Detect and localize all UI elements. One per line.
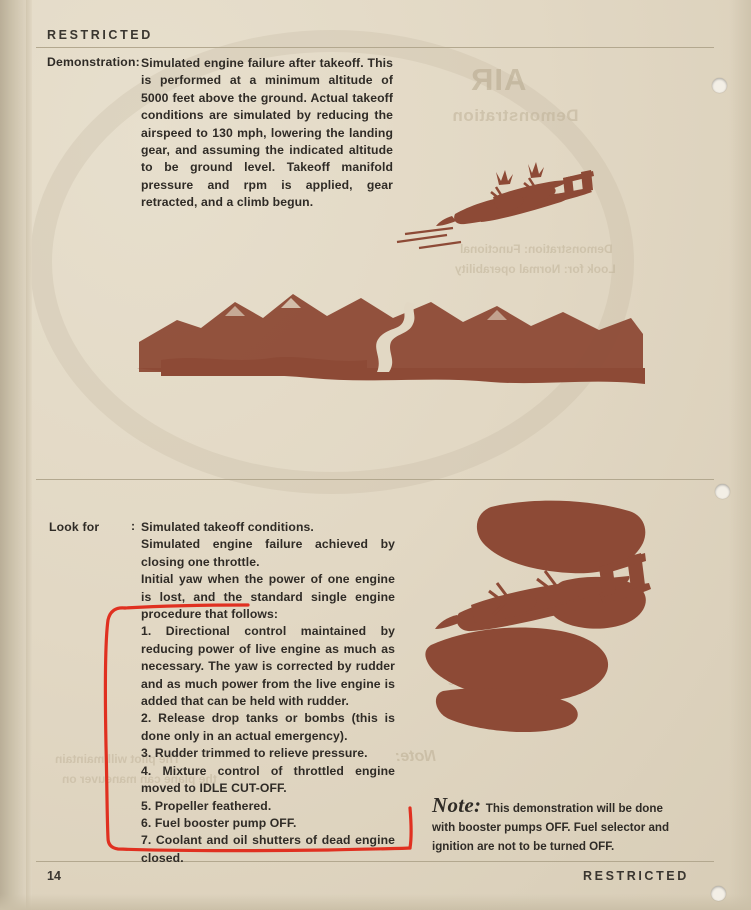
- bleed-through-line-1: Demonstration: Functional: [460, 242, 613, 256]
- plane-top-illustration: [395, 148, 605, 263]
- divider-middle: [36, 479, 714, 480]
- look-for-text: [141, 519, 395, 867]
- punch-hole-bottom: [711, 886, 726, 901]
- note-text: This demonstration will be done with booster pumps OFF. Fuel selector and ignition are not to be turned OFF.: [432, 802, 670, 853]
- look-for-line: 4. Mixture control of throttled engine moved to IDLE CUT-OFF.: [141, 763, 395, 796]
- page-binding-shadow: [26, 0, 32, 910]
- look-for-line: 3. Rudder trimmed to relieve pressure.: [141, 746, 368, 761]
- look-for-line: Simulated engine failure achieved by closing one throttle.: [141, 537, 395, 569]
- bleed-through-note-line-1: The pilot will maintain: [55, 752, 181, 766]
- divider-top: [36, 47, 714, 48]
- page-number: 14: [47, 869, 61, 883]
- page-bottom-edge-shadow: [0, 894, 751, 910]
- look-for-line: 5. Propeller feathered.: [141, 798, 272, 813]
- demonstration-text: Simulated engine failure after takeoff. This is performed at a minimum altitude of 5000 feet above the ground. Actual takeoff conditions are simulated by reducing the airspeed to 130 mph, lowering the landing gear, and assuming the indicated altitude to be ground level. Takeoff manifold pressure and rpm is applied, gear retracted, and a climb begun.: [141, 56, 393, 210]
- note-label: Note:: [432, 793, 482, 817]
- classification-header: RESTRICTED: [47, 28, 153, 42]
- demonstration-label: Demonstration:: [47, 55, 140, 69]
- look-for-colon: :: [131, 519, 136, 533]
- bleed-through-note-line-2: the plane can maneuver on: [62, 772, 217, 786]
- bleed-through-note-word: Note:: [395, 748, 436, 765]
- look-for-line: Initial yaw when the power of one engine is lost, and the standard single engine procedure that follows:: [141, 572, 395, 622]
- look-for-label: Look for: [49, 520, 100, 534]
- punch-hole-top: [712, 78, 727, 93]
- look-for-line: 7. Coolant and oil shutters of dead engine closed.: [141, 833, 395, 865]
- look-for-line: Simulated takeoff conditions.: [141, 520, 314, 534]
- bleed-through-title: AIR: [470, 62, 527, 97]
- bleed-through-subtitle: Demonstration: [452, 106, 579, 125]
- classification-footer: RESTRICTED: [583, 869, 689, 883]
- page-binding-edge: [0, 0, 26, 910]
- note-block: [432, 793, 676, 856]
- bleed-through-line-2: Look for: Normal operability: [455, 262, 616, 276]
- mountain-landscape-illustration: [131, 272, 651, 397]
- look-for-line: 6. Fuel booster pump OFF.: [141, 815, 297, 830]
- plane-bottom-illustration: [413, 495, 663, 750]
- punch-hole-middle: [715, 484, 730, 499]
- look-for-line: 2. Release drop tanks or bombs (this is done only in an actual emergency).: [141, 711, 395, 743]
- look-for-line: 1. Directional control maintained by reducing power of live engine as much as necessary. The yaw is corrected by rudder and as much power from the live engine is added that can be held with rudder.: [141, 624, 395, 709]
- page-right-edge-shadow: [729, 0, 751, 910]
